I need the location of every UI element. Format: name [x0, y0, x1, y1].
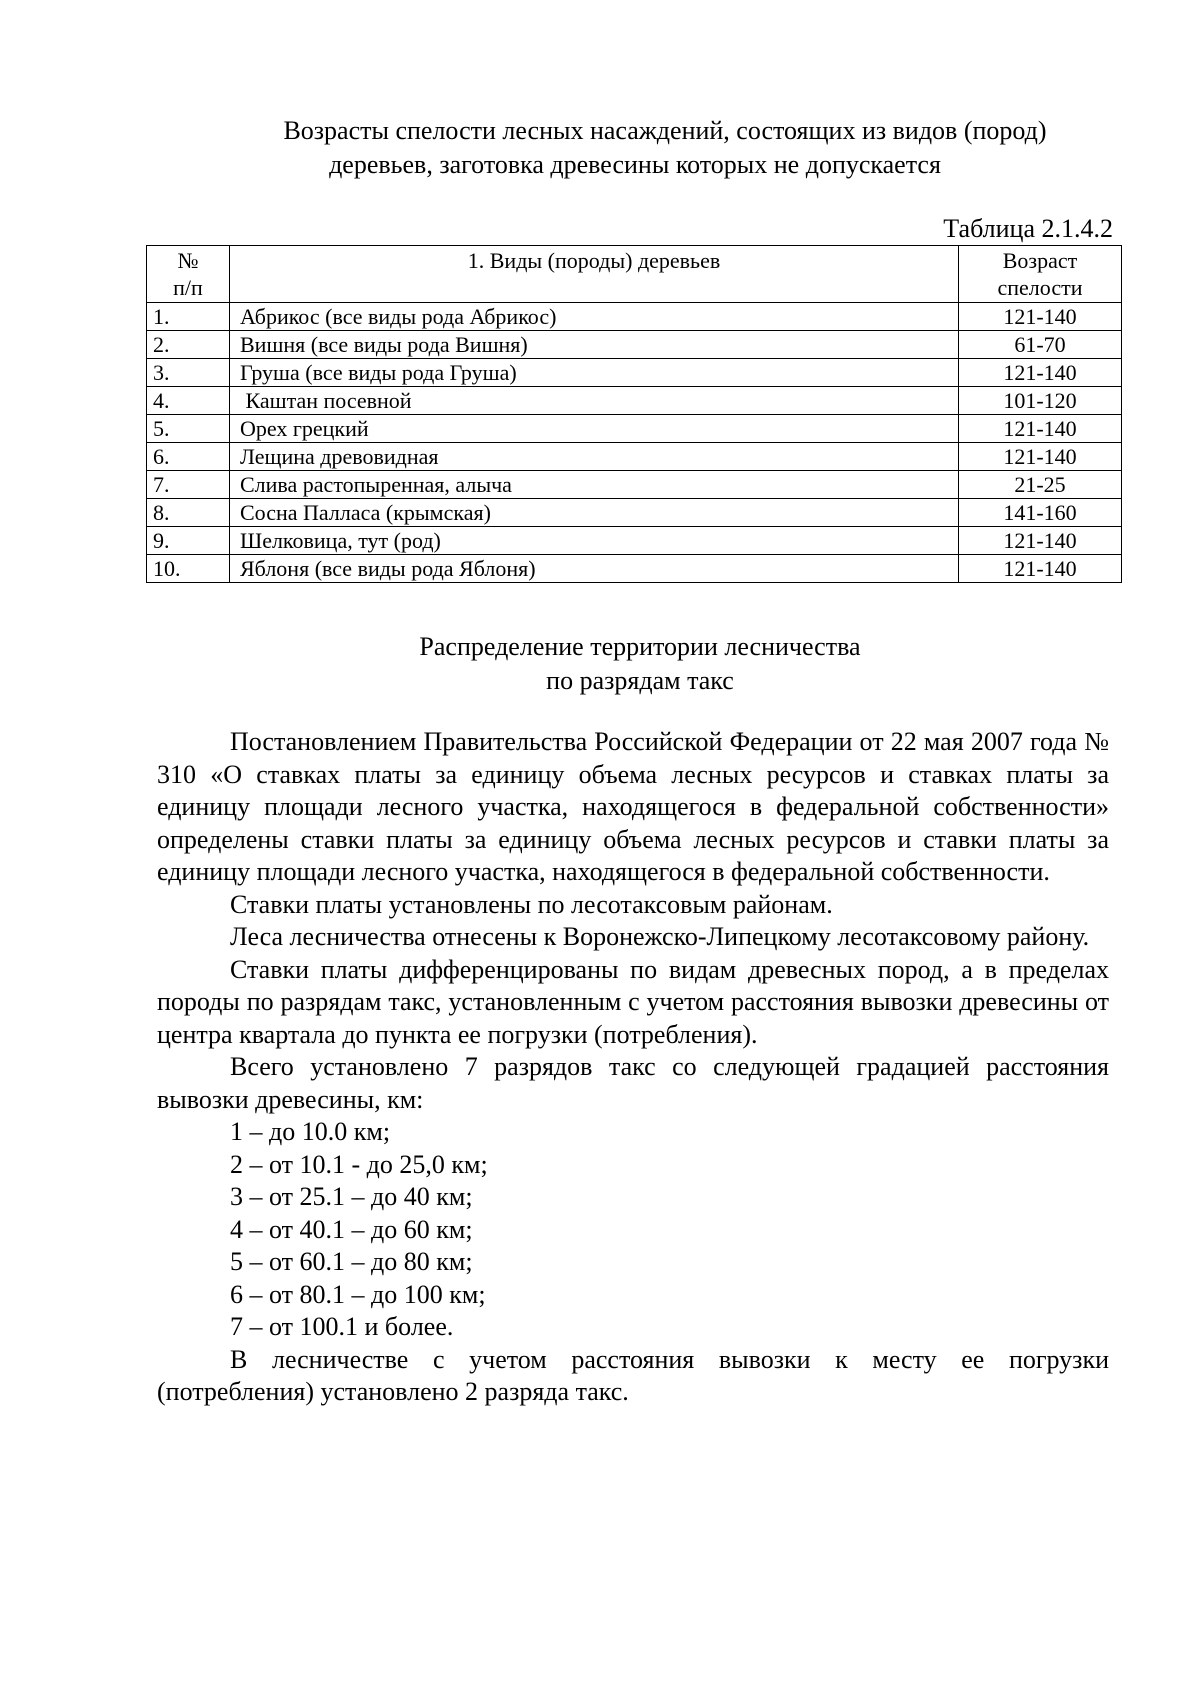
- header-age-line-2: спелости: [997, 275, 1083, 300]
- table-row: [147, 387, 1122, 415]
- row-age: 121-140: [959, 359, 1122, 387]
- distance-list-item: 6 – от 80.1 – до 100 км;: [230, 1279, 486, 1309]
- row-num: 5.: [147, 415, 230, 443]
- row-num: 10.: [147, 555, 230, 583]
- table-row: [147, 443, 1122, 471]
- row-species: Яблоня (все виды рода Яблоня): [230, 555, 959, 583]
- row-age: 141-160: [959, 499, 1122, 527]
- row-species: Сосна Палласа (крымская): [230, 499, 959, 527]
- row-num: 4.: [147, 387, 230, 415]
- row-num: 8.: [147, 499, 230, 527]
- header-age: [959, 246, 1122, 303]
- paragraph: Ставки платы установлены по лесотаксовым районам.: [230, 889, 833, 919]
- paragraph: Леса лесничества отнесены к Воронежско-Липецкому лесотаксовому району.: [230, 922, 1090, 951]
- table-title-line-1: Возрасты спелости лесных насаждений, состоящих из видов (пород): [283, 116, 1047, 145]
- row-num: 2.: [147, 331, 230, 359]
- table-row: [147, 555, 1122, 583]
- paragraph: Всего установлено 7 разрядов такс со следующей градацией расстояния вывозки древесины, км:: [157, 1052, 1109, 1114]
- row-num: 1.: [147, 303, 230, 331]
- row-species: Абрикос (все виды рода Абрикос): [230, 303, 959, 331]
- row-species: Груша (все виды рода Груша): [230, 359, 959, 387]
- table-header-row: [147, 246, 1122, 303]
- distance-list-item: 1 – до 10.0 км;: [230, 1117, 391, 1146]
- table-title-line-2: деревьев, заготовка древесины которых не допускается: [329, 150, 941, 179]
- row-species: Лещина древовидная: [230, 443, 959, 471]
- distance-list-item: 3 – от 25.1 – до 40 км;: [230, 1182, 473, 1211]
- header-num-line-1: №: [177, 248, 199, 273]
- row-species: Орех грецкий: [230, 415, 959, 443]
- row-age: 121-140: [959, 555, 1122, 583]
- row-species: Вишня (все виды рода Вишня): [230, 331, 959, 359]
- row-species: Слива растопыренная, алыча: [230, 471, 959, 499]
- table-row: [147, 359, 1122, 387]
- table-row: [147, 415, 1122, 443]
- distance-list-item: 7 – от 100.1 и более.: [230, 1312, 454, 1341]
- row-age: 121-140: [959, 415, 1122, 443]
- row-num: 7.: [147, 471, 230, 499]
- distance-list-item: 2 – от 10.1 - до 25,0 км;: [230, 1149, 488, 1179]
- row-age: 61-70: [959, 331, 1122, 359]
- section-title: [160, 630, 1120, 698]
- header-num: [147, 246, 230, 303]
- row-num: 9.: [147, 527, 230, 555]
- maturity-age-table: [146, 245, 1122, 583]
- row-age: 121-140: [959, 303, 1122, 331]
- body-text: [157, 726, 1109, 1409]
- distance-list-item: 5 – от 60.1 – до 80 км;: [230, 1247, 473, 1276]
- table-row: [147, 331, 1122, 359]
- table-row: [147, 527, 1122, 555]
- table-title: [160, 114, 1100, 182]
- row-age: 121-140: [959, 527, 1122, 555]
- header-species: 1. Виды (породы) деревьев: [230, 246, 959, 303]
- paragraph: Постановлением Правительства Российской Федерации от 22 мая 2007 года № 310 «О ставках платы за единицу объема лесных ресурсов и ставках платы за единицу площади лесного участка, находящегося в федеральной собственности» определены ставки платы за единицу объема лесных ресурсов и ставки платы за единицу площади лесного участка, находящегося в федеральной собственности.: [157, 727, 1109, 886]
- header-age-line-1: Возраст: [1002, 248, 1078, 273]
- row-species: Шелковица, тут (род): [230, 527, 959, 555]
- row-age: 101-120: [959, 387, 1122, 415]
- distance-list-item: 4 – от 40.1 – до 60 км;: [230, 1214, 473, 1244]
- paragraph: В лесничестве с учетом расстояния вывозки к месту ее погрузки (потребления) установлено 2 разряда такс.: [157, 1344, 1109, 1406]
- section-title-line-1: Распределение территории лесничества: [419, 632, 861, 661]
- table-number: Таблица 2.1.4.2: [943, 214, 1113, 243]
- row-species: Каштан посевной: [230, 387, 959, 415]
- row-num: 6.: [147, 443, 230, 471]
- table-row: [147, 303, 1122, 331]
- row-num: 3.: [147, 359, 230, 387]
- section-title-line-2: по разрядам такс: [546, 666, 734, 695]
- row-age: 121-140: [959, 443, 1122, 471]
- table-row: [147, 499, 1122, 527]
- header-num-line-2: п/п: [173, 275, 203, 300]
- table-row: [147, 471, 1122, 499]
- paragraph: Ставки платы дифференцированы по видам древесных пород, а в пределах породы по разрядам такс, установленным с учетом расстояния вывозки древесины от центра квартала до пункта ее погрузки (потребления).: [157, 954, 1109, 1049]
- row-age: 21-25: [959, 471, 1122, 499]
